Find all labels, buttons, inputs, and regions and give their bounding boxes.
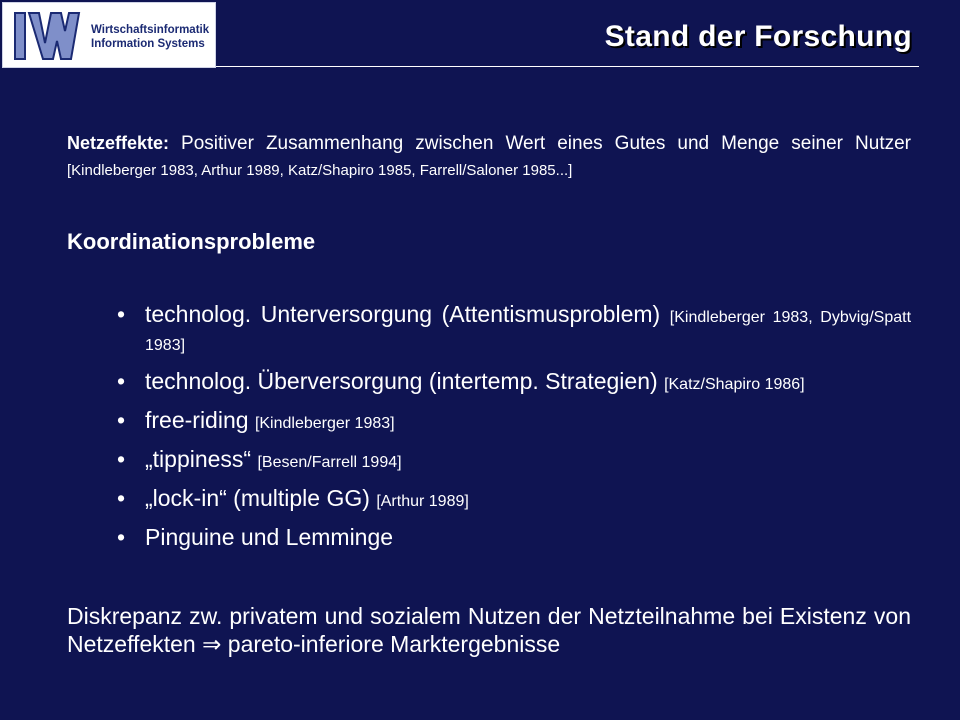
logo-text	[91, 23, 215, 51]
iwi-logo-mark	[13, 9, 83, 70]
intro-text: Positiver Zusammenhang zwischen Wert eines Gutes und Menge seiner Nutzer	[169, 133, 911, 154]
bullet-item	[117, 525, 911, 553]
bullet-icon: •	[117, 407, 126, 433]
summary-text-1: Diskrepanz zw. privatem und sozialem Nutzen der Netzteilnahme bei Existenz von Netzeffekten	[67, 603, 911, 657]
bullet-citation: [Kindleberger 1983, Dybvig/Spatt 1983]	[145, 309, 912, 354]
bullet-item	[117, 302, 911, 358]
summary-paragraph	[67, 602, 911, 658]
bullet-text: technolog. Überversorgung (intertemp. Strategien)	[145, 368, 665, 394]
section-heading: Koordinationsprobleme	[67, 229, 316, 254]
bullet-list	[117, 302, 911, 564]
bullet-text: technolog. Unterversorgung (Attentismusproblem)	[145, 301, 670, 327]
bullet-icon: •	[117, 485, 126, 511]
bullet-item	[117, 447, 911, 475]
bullet-citation: [Arthur 1989]	[376, 493, 469, 510]
slide-title: Stand der Forschung	[604, 20, 912, 53]
bullet-text: „tippiness“	[145, 446, 258, 472]
bullet-citation: [Besen/Farrell 1994]	[257, 454, 402, 471]
logo-line-1: Wirtschaftsinformatik	[91, 24, 210, 36]
bullet-item	[117, 408, 911, 436]
bullet-text: „lock-in“ (multiple GG)	[145, 485, 377, 511]
bullet-item	[117, 369, 911, 397]
bullet-text: Pinguine und Lemminge	[145, 524, 394, 550]
bullet-icon: •	[117, 446, 126, 472]
bullet-icon: •	[117, 301, 126, 327]
bullet-citation: [Kindleberger 1983]	[254, 415, 395, 432]
logo	[2, 2, 216, 68]
logo-line-2: Information Systems	[91, 38, 205, 50]
bullet-item	[117, 486, 911, 514]
summary-text-2: pareto-inferiore Marktergebnisse	[221, 631, 561, 657]
bullet-text: free-riding	[145, 407, 255, 433]
implies-arrow-icon: ⇒	[202, 631, 222, 657]
intro-citation: [Kindleberger 1983, Arthur 1989, Katz/Shapiro 1985, Farrell/Saloner 1985...]	[67, 162, 573, 179]
title-divider	[216, 66, 919, 67]
bullet-citation: [Katz/Shapiro 1986]	[664, 376, 805, 393]
intro-paragraph	[67, 130, 911, 184]
logo-mark-text: IWI	[48, 69, 50, 70]
bullet-icon: •	[117, 524, 126, 550]
intro-lead: Netzeffekte:	[67, 133, 170, 153]
bullet-icon: •	[117, 368, 126, 394]
